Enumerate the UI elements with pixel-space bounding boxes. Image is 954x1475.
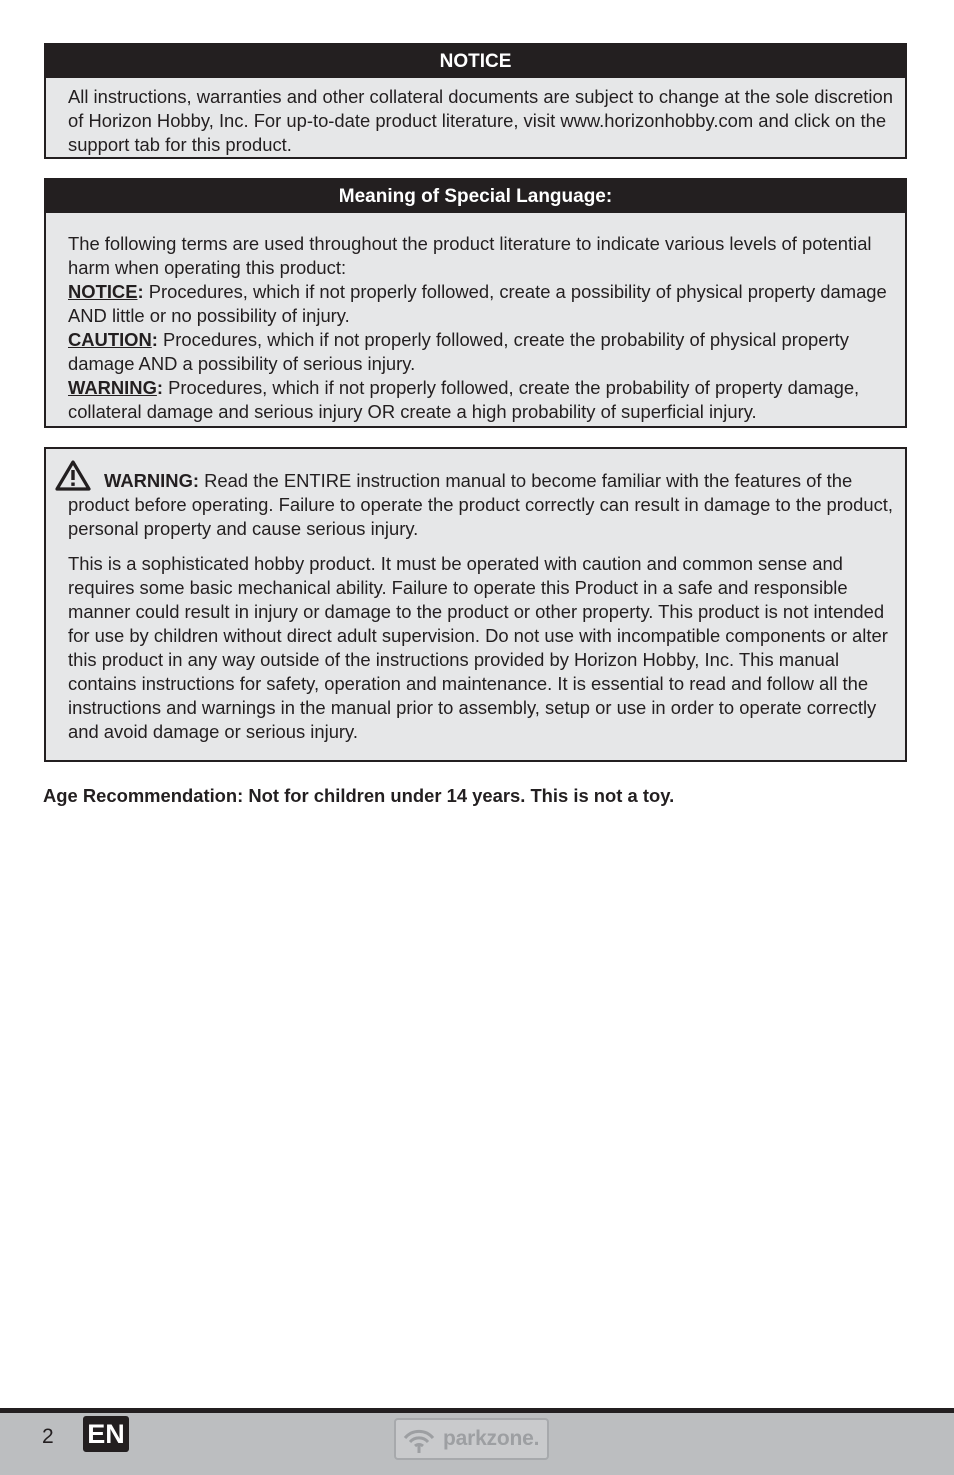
special-language-body	[46, 213, 905, 424]
warning-label: WARNING:	[104, 470, 200, 491]
term-colon: :	[137, 281, 144, 302]
notice-box	[44, 43, 907, 159]
language-badge: EN	[83, 1416, 129, 1452]
warning-paragraph-2: This is a sophisticated hobby product. It must be operated with caution and common sense and requires some basic mechanical ability. Failure to operate this Product in a safe and responsible manner could result in injury or damage to the product or other property. This product is not intended for use by children without direct adult supervision. Do not use with incompatible components or alter this product in any way outside of the instructions provided by Horizon Hobby, Inc. This manual contains instructions for safety, operation and maintenance. It is essential to read and follow all the instructions and warnings in the manual prior to assembly, setup or use in order to operate correctly and avoid damage or serious injury.	[68, 553, 888, 742]
definition-text: Procedures, which if not properly followed, create the probability of physical property damage AND a possibility of serious injury.	[68, 329, 849, 374]
definition-warning	[68, 376, 897, 424]
special-language-intro: The following terms are used throughout the product literature to indicate various levels of potential harm when operating this product:	[68, 233, 872, 278]
signal-waves-icon	[401, 1424, 437, 1454]
definition-notice	[68, 280, 897, 328]
definition-caution	[68, 328, 897, 376]
notice-header: NOTICE	[46, 45, 905, 78]
warning-triangle-icon	[55, 459, 91, 491]
definition-text: Procedures, which if not properly followed, create the probability of property damage, collateral damage and serious injury OR create a high probability of superficial injury.	[68, 377, 860, 422]
special-language-box	[44, 178, 907, 428]
warning-box	[44, 447, 907, 762]
age-recommendation: Age Recommendation: Not for children under 14 years. This is not a toy.	[43, 785, 675, 806]
warning-text: Read the ENTIRE instruction manual to become familiar with the features of the product before operating. Failure to operate the product correctly can result in damage to the product, personal property and cause serious injury.	[68, 470, 893, 539]
term-warning: WARNING	[68, 377, 157, 398]
page-footer	[0, 1408, 954, 1475]
logo-text: parkzone.	[443, 1427, 540, 1450]
warning-paragraph-1	[68, 469, 895, 541]
parkzone-logo	[394, 1418, 549, 1460]
term-caution: CAUTION	[68, 329, 152, 350]
warning-body	[46, 449, 905, 744]
term-notice: NOTICE	[68, 281, 138, 302]
term-colon: :	[156, 377, 164, 398]
page-number: 2	[42, 1425, 54, 1448]
notice-body: All instructions, warranties and other collateral documents are subject to change at the sole discretion of Horizon Hobby, Inc. For up-to-date product literature, visit www.horizonhobby.com and click on the support tab for this product.	[68, 86, 893, 155]
definition-text: Procedures, which if not properly followed, create a possibility of physical property damage AND little or no possibility of injury.	[68, 281, 887, 326]
term-colon: :	[151, 329, 158, 350]
special-language-header: Meaning of Special Language:	[46, 180, 905, 213]
